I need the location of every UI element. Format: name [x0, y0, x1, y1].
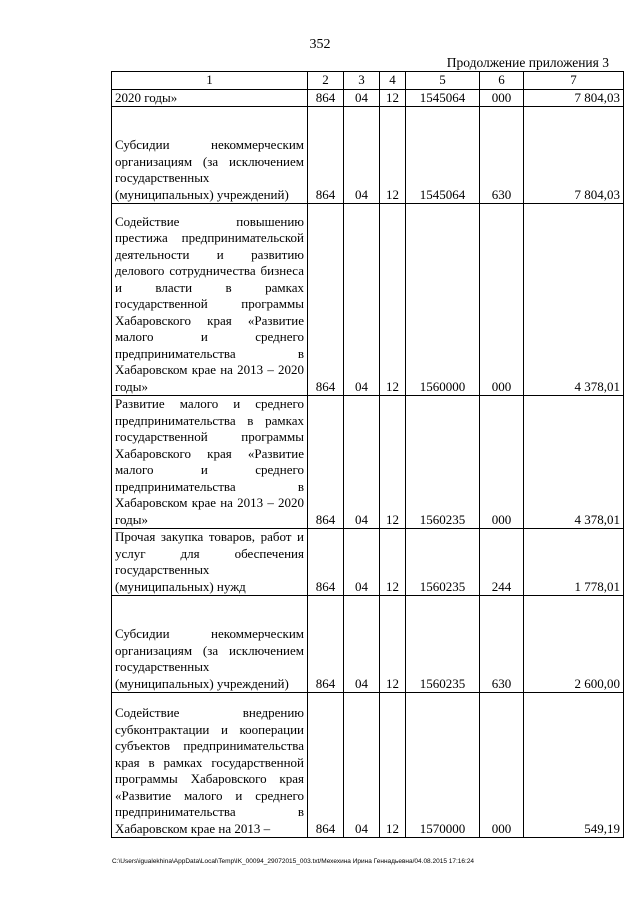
header-cell: 2: [308, 72, 344, 90]
budget-table: [111, 71, 624, 838]
table-row: [112, 396, 624, 529]
row-name: Субсидии некоммерческим организациям (за исключением государственных (муниципальных) учреждений): [112, 596, 308, 693]
target-article-code: 1570000: [406, 693, 480, 838]
expense-type-code: 630: [480, 107, 524, 204]
amount: 549,19: [524, 693, 624, 838]
subsection-code: 12: [380, 89, 406, 107]
ministry-code: 864: [308, 396, 344, 529]
target-article-code: 1545064: [406, 107, 480, 204]
row-name: Содействие повышению престижа предпринимательской деятельности и развитию делового сотрудничества бизнеса и власти в рамках государственной программы Хабаровского края «Развитие малого и среднего предпринимательства в Хабаровском крае на 2013 – 2020 годы»: [112, 204, 308, 396]
section-code: 04: [344, 107, 380, 204]
table-row: [112, 107, 624, 204]
header-cell: 7: [524, 72, 624, 90]
amount: 4 378,01: [524, 204, 624, 396]
ministry-code: 864: [308, 107, 344, 204]
expense-type-code: 000: [480, 89, 524, 107]
amount: 7 804,03: [524, 107, 624, 204]
header-cell: 1: [112, 72, 308, 90]
target-article-code: 1560235: [406, 529, 480, 596]
expense-type-code: 630: [480, 596, 524, 693]
expense-type-code: 000: [480, 204, 524, 396]
row-name: Развитие малого и среднего предпринимательства в рамках государственной программы Хабаровского края «Развитие малого и среднего предпринимательства в Хабаровском крае на 2013 – 2020 годы»: [112, 396, 308, 529]
row-name: Содействие внедрению субконтрактации и кооперации субъектов предпринимательства края в рамках государственной программы Хабаровского края «Развитие малого и среднего предпринимательства в Хабаровском крае на 2013 –: [112, 693, 308, 838]
amount: 2 600,00: [524, 596, 624, 693]
table-row: [112, 89, 624, 107]
table-row: [112, 204, 624, 396]
table-row: [112, 529, 624, 596]
header-cell: 5: [406, 72, 480, 90]
header-cell: 3: [344, 72, 380, 90]
header-cell: 6: [480, 72, 524, 90]
ministry-code: 864: [308, 89, 344, 107]
amount: 1 778,01: [524, 529, 624, 596]
amount: 7 804,03: [524, 89, 624, 107]
subsection-code: 12: [380, 596, 406, 693]
section-code: 04: [344, 693, 380, 838]
row-name: Прочая закупка товаров, работ и услуг для обеспечения государственных (муниципальных) нужд: [112, 529, 308, 596]
header-cell: 4: [380, 72, 406, 90]
ministry-code: 864: [308, 204, 344, 396]
subsection-code: 12: [380, 396, 406, 529]
continuation-label: Продолжение приложения 3: [446, 55, 609, 70]
section-code: 04: [344, 596, 380, 693]
expense-type-code: 244: [480, 529, 524, 596]
target-article-code: 1560235: [406, 396, 480, 529]
section-code: 04: [344, 396, 380, 529]
subsection-code: 12: [380, 204, 406, 396]
ministry-code: 864: [308, 596, 344, 693]
footer-file-path: C:\Users\igualekhina\AppData\Local\Temp\IK_00094_29072015_003.txt/Мехехина Ирина Геннадьевна/04.08.2015 17:16:24: [112, 858, 475, 865]
amount: 4 378,01: [524, 396, 624, 529]
expense-type-code: 000: [480, 396, 524, 529]
subsection-code: 12: [380, 529, 406, 596]
table-row: [112, 596, 624, 693]
subsection-code: 12: [380, 107, 406, 204]
target-article-code: 1560235: [406, 596, 480, 693]
expense-type-code: 000: [480, 693, 524, 838]
table-row: [112, 693, 624, 838]
section-code: 04: [344, 529, 380, 596]
subsection-code: 12: [380, 693, 406, 838]
header-row: [112, 72, 624, 90]
row-name: 2020 годы»: [112, 89, 308, 107]
target-article-code: 1545064: [406, 89, 480, 107]
ministry-code: 864: [308, 529, 344, 596]
target-article-code: 1560000: [406, 204, 480, 396]
page-number: 352: [309, 37, 331, 52]
row-name: Субсидии некоммерческим организациям (за исключением государственных (муниципальных) учреждений): [112, 107, 308, 204]
section-code: 04: [344, 89, 380, 107]
section-code: 04: [344, 204, 380, 396]
ministry-code: 864: [308, 693, 344, 838]
